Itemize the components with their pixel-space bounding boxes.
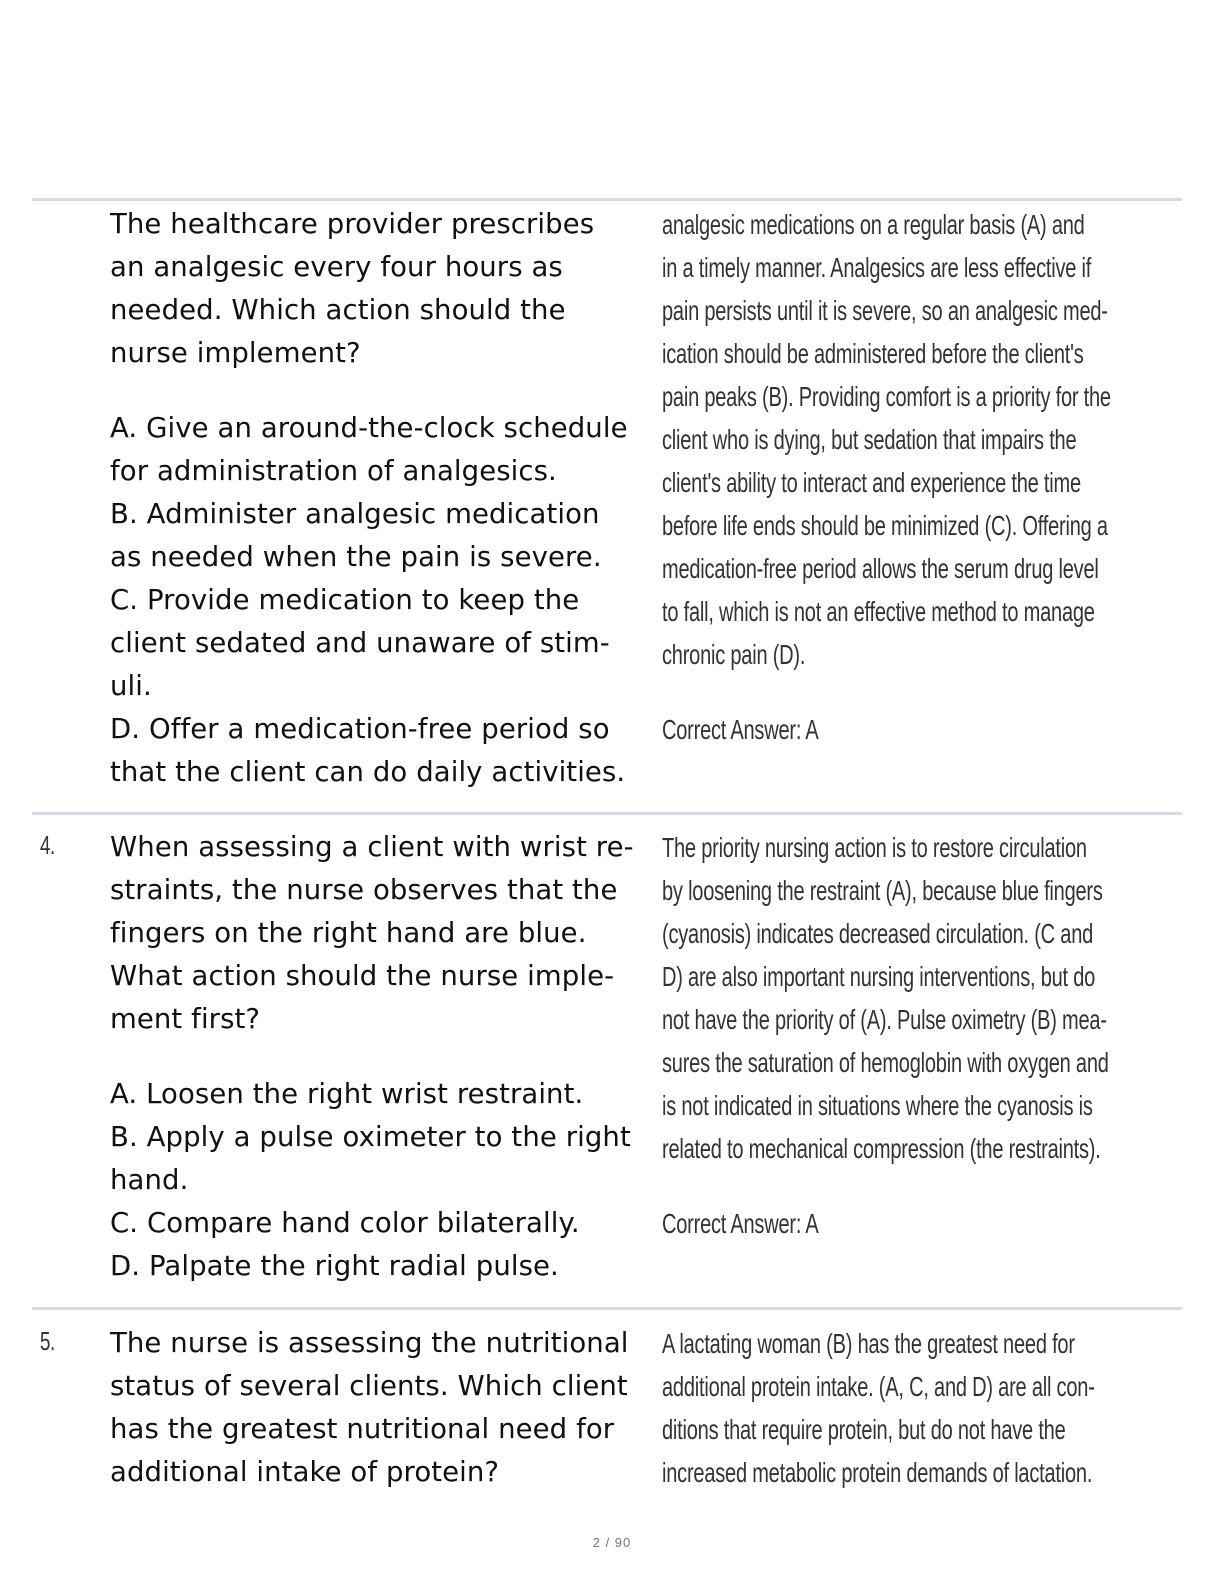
row-divider [32, 1307, 1182, 1310]
rationale-cell [662, 1322, 1163, 1494]
option-line: A. Loosen the right wrist restraint. [110, 1078, 584, 1110]
rationale-line: in a timely manner. Analgesics are less effective if [662, 252, 1092, 283]
question-line: an analgesic every four hours as [110, 251, 563, 283]
row-divider-top [32, 198, 1182, 201]
question-line: needed. Which action should the [110, 294, 566, 326]
question-line: has the greatest nutritional need for [110, 1413, 615, 1445]
rationale-line: The priority nursing action is to restore circulation [662, 832, 1087, 863]
question-line: additional intake of protein? [110, 1456, 500, 1488]
rationale-line: before life ends should be minimized (C). Offering a [662, 510, 1108, 541]
rationale-line: pain persists until it is severe, so an analgesic med- [662, 295, 1108, 326]
rationale-line: sures the saturation of hemoglobin with oxygen and [662, 1047, 1109, 1078]
option-list [110, 1073, 658, 1288]
page-number: 2 / 90 [592, 1535, 632, 1550]
question-cell [110, 1322, 658, 1494]
question-line: ment first? [110, 1003, 261, 1035]
rationale-line: analgesic medications on a regular basis (A) and [662, 209, 1085, 240]
question-line: status of several clients. Which client [110, 1370, 628, 1402]
correct-answer: Correct Answer: A [662, 714, 819, 745]
rationale-cell [662, 203, 1163, 751]
option-line: D. Offer a medication-free period so [110, 713, 610, 745]
rationale-line: pain peaks (B). Providing comfort is a priority for the [662, 381, 1111, 412]
question-line: The healthcare provider prescribes [110, 208, 595, 240]
rationale-line: client who is dying, but sedation that impairs the [662, 424, 1077, 455]
question-cell [110, 203, 658, 794]
option-line: as needed when the pain is severe. [110, 541, 602, 573]
question-cell [110, 826, 658, 1288]
option-line: B. Apply a pulse oximeter to the right [110, 1121, 631, 1153]
option-line: C. Provide medication to keep the [110, 584, 580, 616]
rationale-line: increased metabolic protein demands of lactation. [662, 1457, 1093, 1488]
rationale-line: additional protein intake. (A, C, and D) are all con- [662, 1371, 1095, 1402]
rationale-line: ication should be administered before the client's [662, 338, 1084, 369]
rationale-line: ditions that require protein, but do not have the [662, 1414, 1066, 1445]
rationale-cell [662, 826, 1163, 1245]
correct-answer: Correct Answer: A [662, 1208, 819, 1239]
option-line: uli. [110, 670, 152, 702]
option-line: hand. [110, 1164, 189, 1196]
option-line: that the client can do daily activities. [110, 756, 626, 788]
question-line: straints, the nurse observes that the [110, 874, 618, 906]
rationale-line: A lactating woman (B) has the greatest need for [662, 1328, 1075, 1359]
rationale-line: medication-free period allows the serum drug level [662, 553, 1099, 584]
option-list [110, 407, 658, 794]
option-line: D. Palpate the right radial pulse. [110, 1250, 559, 1282]
rationale-line: chronic pain (D). [662, 639, 806, 670]
rationale-line: is not indicated in situations where the cyanosis is [662, 1090, 1093, 1121]
rationale-line: by loosening the restraint (A), because blue fingers [662, 875, 1103, 906]
question-line: What action should the nurse imple- [110, 960, 615, 992]
rationale-line: to fall, which is not an effective method to manage [662, 596, 1095, 627]
rationale-line: client's ability to interact and experience the time [662, 467, 1081, 498]
option-line: B. Administer analgesic medication [110, 498, 600, 530]
rationale-line: not have the priority of (A). Pulse oximetry (B) mea- [662, 1004, 1107, 1035]
option-line: C. Compare hand color bilaterally. [110, 1207, 580, 1239]
row-divider [32, 812, 1182, 815]
question-line: nurse implement? [110, 337, 361, 369]
rationale-line: related to mechanical compression (the restraints). [662, 1133, 1101, 1164]
question-line: The nurse is assessing the nutritional [110, 1327, 629, 1359]
question-number: 5. [40, 1326, 55, 1356]
option-line: for administration of analgesics. [110, 455, 557, 487]
question-line: fingers on the right hand are blue. [110, 917, 587, 949]
question-number: 4. [40, 830, 55, 860]
rationale-line: (cyanosis) indicates decreased circulation. (C and [662, 918, 1094, 949]
rationale-line: D) are also important nursing interventions, but do [662, 961, 1096, 992]
option-line: A. Give an around-the-clock schedule [110, 412, 628, 444]
question-line: When assessing a client with wrist re- [110, 831, 634, 863]
option-line: client sedated and unaware of stim- [110, 627, 610, 659]
